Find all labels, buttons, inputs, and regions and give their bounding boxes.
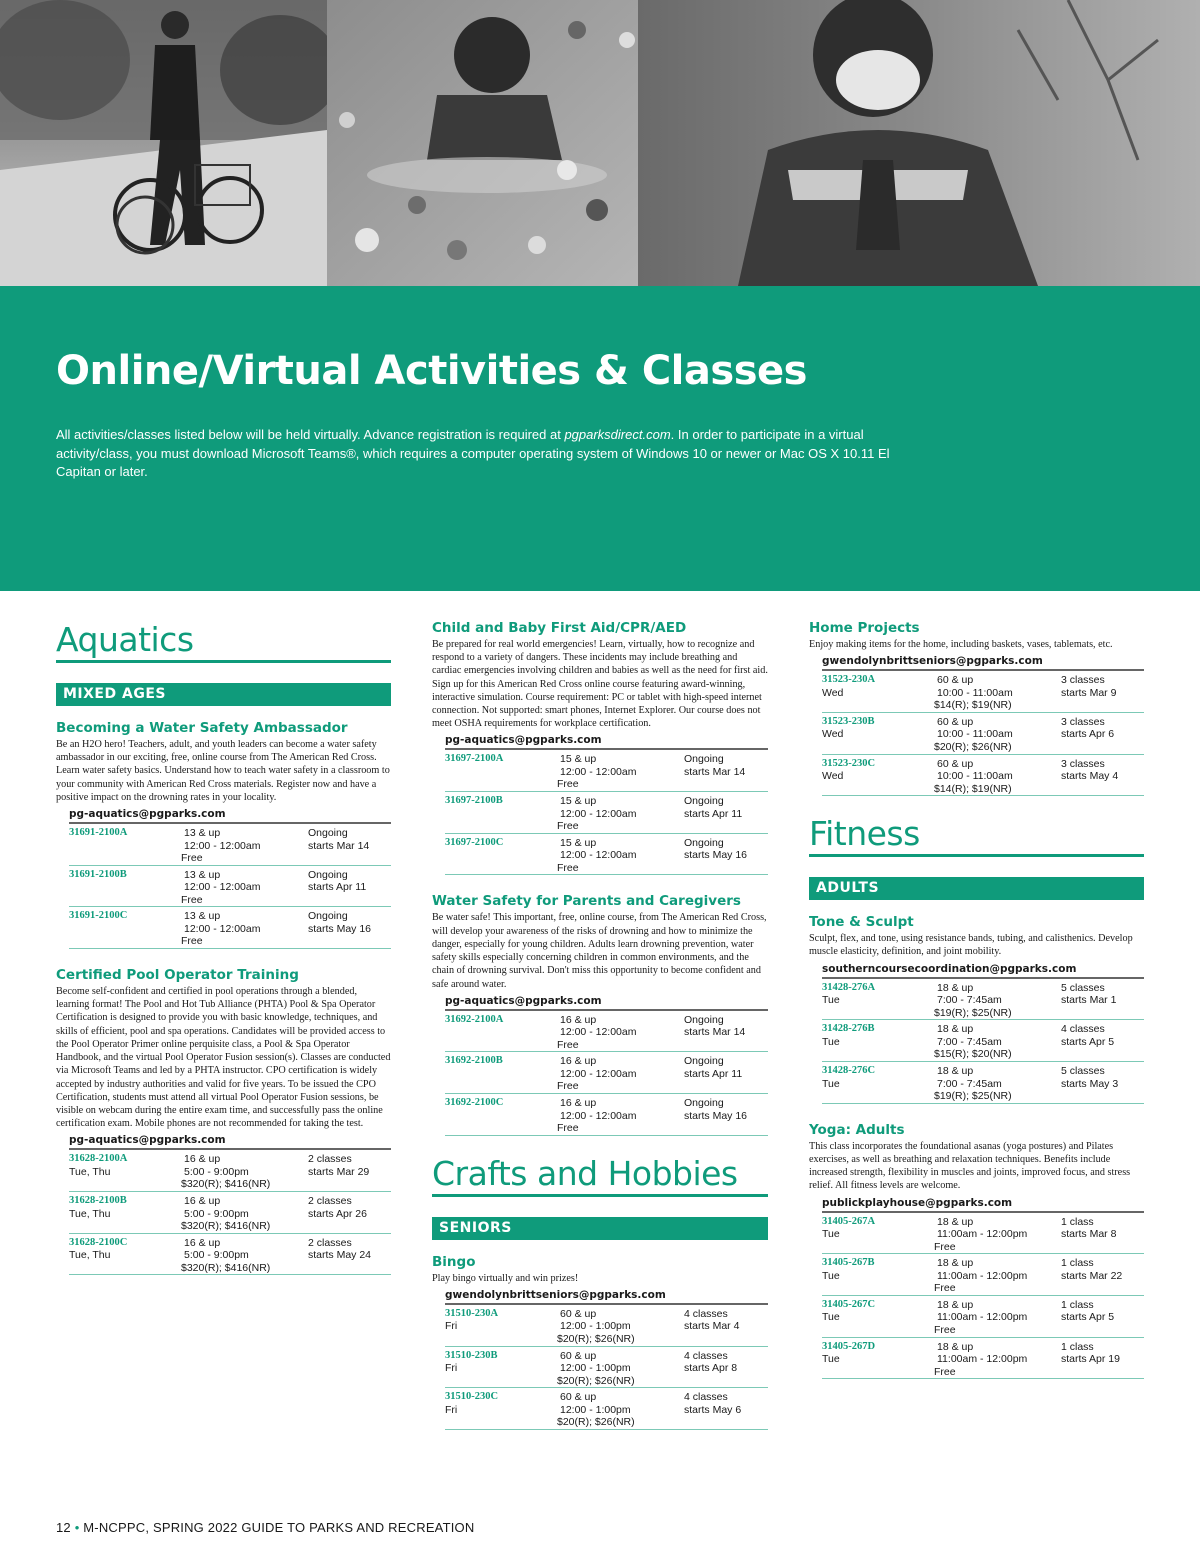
course-days: Tue <box>822 1269 840 1282</box>
course-code[interactable]: 31692-2100A <box>445 1013 504 1025</box>
course-time: 7:00 - 7:45am <box>937 1035 1002 1048</box>
course-sessions: 1 class <box>1061 1215 1094 1228</box>
activity-description: This class incorporates the foundational asanas (yoga postures) and Pilates exercises, as well as breathing and relaxation techniques. Benefits include increased strength, flexibility in muscles and joints, improved focus, and stress relief. All fitness levels are welcome. <box>809 1140 1131 1192</box>
aquatics-activities <box>56 720 391 1275</box>
course-code[interactable]: 31405-267A <box>822 1215 876 1227</box>
course-code[interactable]: 31428-276A <box>822 981 876 993</box>
course-time: 5:00 - 9:00pm <box>184 1249 249 1262</box>
course-code[interactable]: 31628-2100A <box>69 1153 128 1165</box>
schedule-table <box>822 979 1144 1104</box>
schedule-row <box>822 755 1144 797</box>
schedule-table <box>445 1305 768 1430</box>
course-sessions: 4 classes <box>684 1307 728 1320</box>
fitness-activities <box>809 914 1144 1379</box>
schedule-table <box>445 1011 768 1136</box>
course-start: starts Apr 6 <box>1061 728 1115 741</box>
course-start: starts Mar 22 <box>1061 1269 1123 1282</box>
course-age: 18 & up <box>937 1340 974 1353</box>
course-fee: $19(R); $25(NR) <box>934 1090 1012 1103</box>
course-start: starts Apr 11 <box>308 881 367 894</box>
photo-woman-on-tricycle <box>0 0 327 286</box>
course-fee: Free <box>557 1122 579 1135</box>
course-age: 18 & up <box>937 1065 974 1078</box>
course-age: 13 & up <box>184 868 221 881</box>
course-sessions: 2 classes <box>308 1236 352 1249</box>
course-sessions: Ongoing <box>684 795 724 808</box>
course-fee: $20(R); $26(NR) <box>557 1332 635 1345</box>
course-sessions: Ongoing <box>308 868 348 881</box>
course-age: 16 & up <box>560 1013 597 1026</box>
course-code[interactable]: 31405-267B <box>822 1257 875 1269</box>
course-sessions: 3 classes <box>1061 715 1105 728</box>
course-start: starts Apr 8 <box>684 1362 738 1375</box>
course-fee: $20(R); $26(NR) <box>557 1374 635 1387</box>
footer-text: M-NCPPC, SPRING 2022 GUIDE TO PARKS AND RECREATION <box>83 1520 475 1535</box>
activity-block <box>56 720 391 949</box>
schedule-table <box>822 671 1144 796</box>
course-fee: Free <box>557 820 579 833</box>
course-fee: Free <box>934 1240 956 1253</box>
course-time: 12:00 - 1:00pm <box>560 1320 631 1333</box>
course-fee: $20(R); $26(NR) <box>557 1416 635 1429</box>
schedule-row <box>822 671 1144 713</box>
course-sessions: Ongoing <box>684 753 724 766</box>
course-age: 13 & up <box>184 827 221 840</box>
course-days: Fri <box>445 1320 458 1333</box>
schedule-row <box>69 907 391 949</box>
section-title-crafts: Crafts and Hobbies <box>432 1154 768 1197</box>
course-days: Tue <box>822 1035 840 1048</box>
course-code[interactable]: 31428-276B <box>822 1023 875 1035</box>
schedule-row <box>69 1234 391 1276</box>
course-start: starts May 16 <box>684 849 748 862</box>
course-sessions: Ongoing <box>308 827 348 840</box>
course-start: starts May 3 <box>1061 1077 1119 1090</box>
course-age: 18 & up <box>937 1023 974 1036</box>
course-fee: $15(R); $20(NR) <box>934 1048 1012 1061</box>
schedule-row <box>822 1296 1144 1338</box>
activity-title: Child and Baby First Aid/CPR/AED <box>432 620 687 636</box>
course-days: Wed <box>822 770 844 783</box>
schedule-row <box>445 750 768 792</box>
course-code[interactable]: 31691-2100C <box>69 910 128 922</box>
course-days: Wed <box>822 728 844 741</box>
course-time: 5:00 - 9:00pm <box>184 1165 249 1178</box>
schedule-row <box>822 1020 1144 1062</box>
activity-block <box>809 914 1144 1103</box>
course-time: 12:00 - 12:00am <box>560 765 637 778</box>
course-sessions: 3 classes <box>1061 757 1105 770</box>
course-time: 7:00 - 7:45am <box>937 1077 1002 1090</box>
course-start: starts Mar 14 <box>684 1026 746 1039</box>
course-fee: $19(R); $25(NR) <box>934 1006 1012 1019</box>
activity-description: Be water safe! This important, free, online course, from The American Red Cross, will develop your awareness of the risks of drowning and how to minimize the danger, especially for young children. Adults learn drowning prevention, water safety skills especially concerning children in common environments, and the chain of drowning survival. Don't miss this opportunity to become confident and safe around water. <box>432 912 767 990</box>
activity-title: Yoga: Adults <box>809 1121 905 1138</box>
course-fee: Free <box>181 852 203 865</box>
activity-description: Be prepared for real world emergencies! Learn, virtually, how to recognize and respond to a variety of dangers. These incidents may include breathing and cardiac emergencies involving children and babies as well as the need for first aid. Sign up for this American Red Cross online course featuring award-winning, interactive simulation. Course requirement: PC or tablet with high-speed internet connection. Not supported: smart phones, Internet Explorer. Our course does not meet OSHA requirements for workplace certification. <box>432 639 768 730</box>
course-start: starts Mar 1 <box>1061 994 1117 1007</box>
schedule-row <box>445 1094 768 1136</box>
contact-email[interactable]: pg-aquatics@pgparks.com <box>69 808 391 824</box>
course-start: starts Mar 4 <box>684 1320 740 1333</box>
course-start: starts May 16 <box>684 1109 748 1122</box>
course-code[interactable]: 31697-2100B <box>445 795 503 807</box>
schedule-row <box>822 1062 1144 1104</box>
schedule-row <box>445 1388 768 1430</box>
course-sessions: 4 classes <box>684 1391 728 1404</box>
course-age: 60 & up <box>560 1391 597 1404</box>
course-start: starts May 6 <box>684 1403 742 1416</box>
course-start: starts Mar 9 <box>1061 686 1117 699</box>
schedule-row <box>822 1338 1144 1380</box>
course-fee: Free <box>181 935 203 948</box>
schedule-row <box>822 713 1144 755</box>
course-sessions: 1 class <box>1061 1257 1094 1270</box>
course-days: Tue, Thu <box>69 1165 111 1178</box>
activity-description: Play bingo virtually and win prizes! <box>432 1272 579 1284</box>
course-time: 10:00 - 11:00am <box>937 728 1013 741</box>
course-time: 12:00 - 12:00am <box>560 1026 637 1039</box>
course-sessions: 2 classes <box>308 1153 352 1166</box>
contact-email[interactable]: publickplayhouse@pgparks.com <box>822 1197 1144 1213</box>
course-time: 11:00am - 12:00pm <box>937 1311 1028 1324</box>
course-time: 10:00 - 11:00am <box>937 770 1013 783</box>
intro-text-after: . In order to participate in a virtual activity/class, you must download Microsoft Teams®, which requires a computer operating system of Windows 10 or newer or Mac OS X 10.11 El Capitan or later. <box>56 427 890 479</box>
course-start: starts May 4 <box>1061 770 1119 783</box>
course-code[interactable]: 31691-2100A <box>69 827 128 839</box>
column-2 <box>432 620 768 1448</box>
course-time: 12:00 - 12:00am <box>184 839 261 852</box>
contact-email[interactable]: pg-aquatics@pgparks.com <box>445 995 768 1011</box>
schedule-row <box>69 1192 391 1234</box>
activity-title: Water Safety for Parents and Caregivers <box>432 893 741 910</box>
course-code[interactable]: 31697-2100C <box>445 836 504 848</box>
hero-banner <box>0 286 1200 591</box>
course-age: 18 & up <box>937 1215 974 1228</box>
course-start: starts Apr 19 <box>1061 1353 1120 1366</box>
course-fee: Free <box>557 1038 579 1051</box>
course-time: 11:00am - 12:00pm <box>937 1269 1028 1282</box>
page-title: Online/Virtual Activities & Classes <box>56 348 807 394</box>
course-age: 60 & up <box>937 674 974 687</box>
schedule-row <box>445 1305 768 1347</box>
course-start: starts Mar 29 <box>308 1165 370 1178</box>
course-fee: $320(R); $416(NR) <box>181 1178 271 1191</box>
contact-email[interactable]: pg-aquatics@pgparks.com <box>69 1134 391 1150</box>
course-start: starts Apr 11 <box>684 807 743 820</box>
course-sessions: Ongoing <box>684 836 724 849</box>
course-start: starts Apr 5 <box>1061 1311 1115 1324</box>
course-days: Tue <box>822 1077 840 1090</box>
course-sessions: 1 class <box>1061 1340 1094 1353</box>
aquatics-activities-continued <box>432 620 768 1136</box>
registration-link[interactable]: pgparksdirect.com <box>564 427 671 442</box>
course-code[interactable]: 31692-2100B <box>445 1055 503 1067</box>
schedule-row <box>69 1150 391 1192</box>
course-days: Tue, Thu <box>69 1207 111 1220</box>
activity-title: Becoming a Water Safety Ambassador <box>56 720 348 736</box>
course-sessions: 4 classes <box>684 1349 728 1362</box>
course-code[interactable]: 31510-230A <box>445 1307 499 1319</box>
activity-title: Bingo <box>432 1253 476 1270</box>
schedule-table <box>69 1150 391 1275</box>
course-fee: Free <box>181 893 203 906</box>
course-age: 60 & up <box>937 715 974 728</box>
course-code[interactable]: 31628-2100B <box>69 1195 127 1206</box>
course-time: 12:00 - 1:00pm <box>560 1403 631 1416</box>
course-age: 18 & up <box>937 1257 974 1270</box>
course-sessions: Ongoing <box>684 1013 724 1026</box>
course-days: Fri <box>445 1362 458 1375</box>
course-days: Fri <box>445 1403 458 1416</box>
intro-text <box>56 426 896 482</box>
course-fee: Free <box>934 1323 956 1336</box>
contact-email[interactable]: southerncoursecoordination@pgparks.com <box>822 963 1144 979</box>
course-age: 15 & up <box>560 836 597 849</box>
schedule-row <box>445 1052 768 1094</box>
course-fee: $320(R); $416(NR) <box>181 1261 271 1274</box>
course-time: 12:00 - 12:00am <box>184 922 261 935</box>
schedule-row <box>445 1347 768 1389</box>
activity-block <box>809 620 1144 796</box>
course-start: starts Mar 8 <box>1061 1228 1117 1241</box>
course-time: 11:00am - 12:00pm <box>937 1353 1028 1366</box>
column-3 <box>809 620 1144 1397</box>
course-age: 13 & up <box>184 910 221 923</box>
course-code[interactable]: 31428-276C <box>822 1065 876 1077</box>
contact-email[interactable]: pg-aquatics@pgparks.com <box>445 734 768 750</box>
schedule-row <box>822 1254 1144 1296</box>
footer-bullet: • <box>74 1520 80 1535</box>
course-time: 12:00 - 12:00am <box>560 1109 637 1122</box>
activity-block <box>432 620 768 875</box>
course-fee: Free <box>934 1365 956 1378</box>
course-code[interactable]: 31405-267D <box>822 1340 876 1352</box>
activity-block <box>56 967 391 1275</box>
course-sessions: 1 class <box>1061 1298 1094 1311</box>
course-fee: $14(R); $19(NR) <box>934 699 1012 712</box>
course-start: starts Apr 5 <box>1061 1035 1115 1048</box>
category-band-mixed-ages: MIXED AGES <box>56 683 391 706</box>
course-code[interactable]: 31697-2100A <box>445 753 504 765</box>
category-band-adults: ADULTS <box>809 877 1144 900</box>
course-time: 12:00 - 12:00am <box>560 849 637 862</box>
page-number: 12 <box>56 1520 71 1535</box>
activity-description: Be an H2O hero! Teachers, adult, and youth leaders can become a water safety ambassador in our exciting, free, online course from The American Red Cross. Learn water safety basics. Understand how to teach water safety in a classroom to your community with American Red Cross materials. Register now and have a positive impact on the drowning rates in your locality. <box>56 739 390 803</box>
course-time: 11:00am - 12:00pm <box>937 1228 1028 1241</box>
course-age: 16 & up <box>560 1055 597 1068</box>
course-age: 15 & up <box>560 753 597 766</box>
schedule-table <box>445 750 768 875</box>
course-code[interactable]: 31405-267C <box>822 1298 876 1310</box>
activity-title: Certified Pool Operator Training <box>56 967 299 984</box>
course-age: 60 & up <box>560 1307 597 1320</box>
activity-block <box>432 1254 768 1430</box>
schedule-row <box>69 866 391 908</box>
schedule-row <box>445 1011 768 1053</box>
course-age: 18 & up <box>937 981 974 994</box>
course-sessions: Ongoing <box>684 1055 724 1068</box>
activity-block <box>432 893 768 1135</box>
course-code[interactable]: 31510-230B <box>445 1349 498 1361</box>
course-fee: Free <box>557 1080 579 1093</box>
activity-description: Enjoy making items for the home, including baskets, vases, tablemats, etc. <box>809 639 1113 650</box>
course-fee: $320(R); $416(NR) <box>181 1220 271 1232</box>
course-fee: Free <box>557 861 579 874</box>
schedule-table <box>69 824 391 949</box>
course-start: starts Apr 11 <box>684 1067 743 1080</box>
course-sessions: 2 classes <box>308 1195 352 1207</box>
course-start: starts Mar 14 <box>684 765 746 778</box>
course-sessions: 4 classes <box>1061 1023 1105 1036</box>
course-days: Wed <box>822 686 844 699</box>
course-code[interactable]: 31691-2100B <box>69 868 127 880</box>
course-fee: $20(R); $26(NR) <box>934 740 1012 753</box>
course-age: 15 & up <box>560 795 597 808</box>
schedule-row <box>822 1213 1144 1255</box>
course-start: starts May 16 <box>308 922 372 935</box>
course-fee: Free <box>557 778 579 791</box>
column-1 <box>56 620 391 1293</box>
activity-description: Sculpt, flex, and tone, using resistance bands, tubing, and calisthenics. Develop muscle elasticity, definition, and joint mobility. <box>809 933 1133 958</box>
course-code[interactable]: 31523-230B <box>822 715 875 727</box>
course-age: 60 & up <box>937 757 974 770</box>
intro-text-before: All activities/classes listed below will be held virtually. Advance registration is required at <box>56 427 565 442</box>
course-sessions: 3 classes <box>1061 674 1105 687</box>
course-days: Tue <box>822 1228 840 1241</box>
schedule-row <box>822 979 1144 1021</box>
category-band-seniors: SENIORS <box>432 1217 768 1240</box>
course-age: 60 & up <box>560 1349 597 1362</box>
course-fee: $14(R); $19(NR) <box>934 782 1012 795</box>
schedule-table <box>822 1213 1144 1380</box>
course-age: 16 & up <box>560 1097 597 1110</box>
course-code[interactable]: 31523-230C <box>822 757 876 769</box>
course-days: Tue <box>822 1311 840 1324</box>
course-time: 12:00 - 12:00am <box>560 1067 637 1080</box>
course-days: Tue <box>822 1353 840 1366</box>
course-sessions: 5 classes <box>1061 1065 1105 1078</box>
course-start: starts Mar 14 <box>308 839 370 852</box>
section-title-fitness: Fitness <box>809 814 1144 857</box>
photo-strip <box>0 0 1200 286</box>
activity-description: Become self-confident and certified in pool operations through a blended, learning format! The Pool and Hot Tub Alliance (PHTA) Pool & Spa Operator Certification is designed to provide you with basic knowledge, techniques, and skills of efficient, pool and spa operations. Candidates will be provided access to the Pool Operator Primer online perquisite class, a Pool & Spa Operator Handbook, and the virtual Pool Operator Fusion session(s). Classes are conducted via Microsoft Teams and led by a PHTA instructor. CPO certification is widely accepted by industry authorities and valid for five years. To be issued the CPO Certification, students must attend all virtual Pool Operator Fusion sessions, be visible on webcam during the entire exam time, and successfully pass the online certification exam. Mobile phones are not recommended for taking the test. <box>56 986 391 1130</box>
course-days: Tue, Thu <box>69 1249 111 1262</box>
contact-email[interactable]: gwendolynbrittseniors@pgparks.com <box>822 655 1144 671</box>
course-days: Tue <box>822 994 840 1007</box>
activity-title: Home Projects <box>809 620 920 636</box>
course-time: 12:00 - 12:00am <box>184 881 261 894</box>
course-code[interactable]: 31628-2100C <box>69 1236 128 1248</box>
course-sessions: Ongoing <box>684 1097 724 1110</box>
course-sessions: 5 classes <box>1061 981 1105 994</box>
schedule-row <box>69 824 391 866</box>
schedule-row <box>445 834 768 876</box>
course-time: 7:00 - 7:45am <box>937 994 1002 1007</box>
course-time: 12:00 - 1:00pm <box>560 1362 631 1375</box>
crafts-activities <box>432 1254 768 1430</box>
course-code[interactable]: 31692-2100C <box>445 1097 504 1109</box>
crafts-activities-continued <box>809 620 1144 796</box>
course-fee: Free <box>934 1282 956 1295</box>
course-code[interactable]: 31510-230C <box>445 1391 499 1403</box>
course-start: starts Apr 26 <box>308 1207 367 1220</box>
photo-woman-in-mask <box>638 0 1200 286</box>
course-age: 16 & up <box>184 1236 221 1249</box>
course-time: 5:00 - 9:00pm <box>184 1207 249 1220</box>
activity-block <box>809 1122 1144 1380</box>
course-age: 18 & up <box>937 1298 974 1311</box>
photo-child-in-pool <box>327 0 638 286</box>
course-time: 10:00 - 11:00am <box>937 686 1013 699</box>
page-footer <box>56 1520 474 1535</box>
course-sessions: Ongoing <box>308 910 348 923</box>
course-age: 16 & up <box>184 1195 221 1207</box>
course-start: starts May 24 <box>308 1249 372 1262</box>
course-time: 12:00 - 12:00am <box>560 807 637 820</box>
section-title-aquatics: Aquatics <box>56 620 391 663</box>
schedule-row <box>445 792 768 834</box>
course-age: 16 & up <box>184 1153 221 1166</box>
contact-email[interactable]: gwendolynbrittseniors@pgparks.com <box>445 1289 768 1305</box>
course-code[interactable]: 31523-230A <box>822 674 876 686</box>
activity-title: Tone & Sculpt <box>809 914 914 931</box>
